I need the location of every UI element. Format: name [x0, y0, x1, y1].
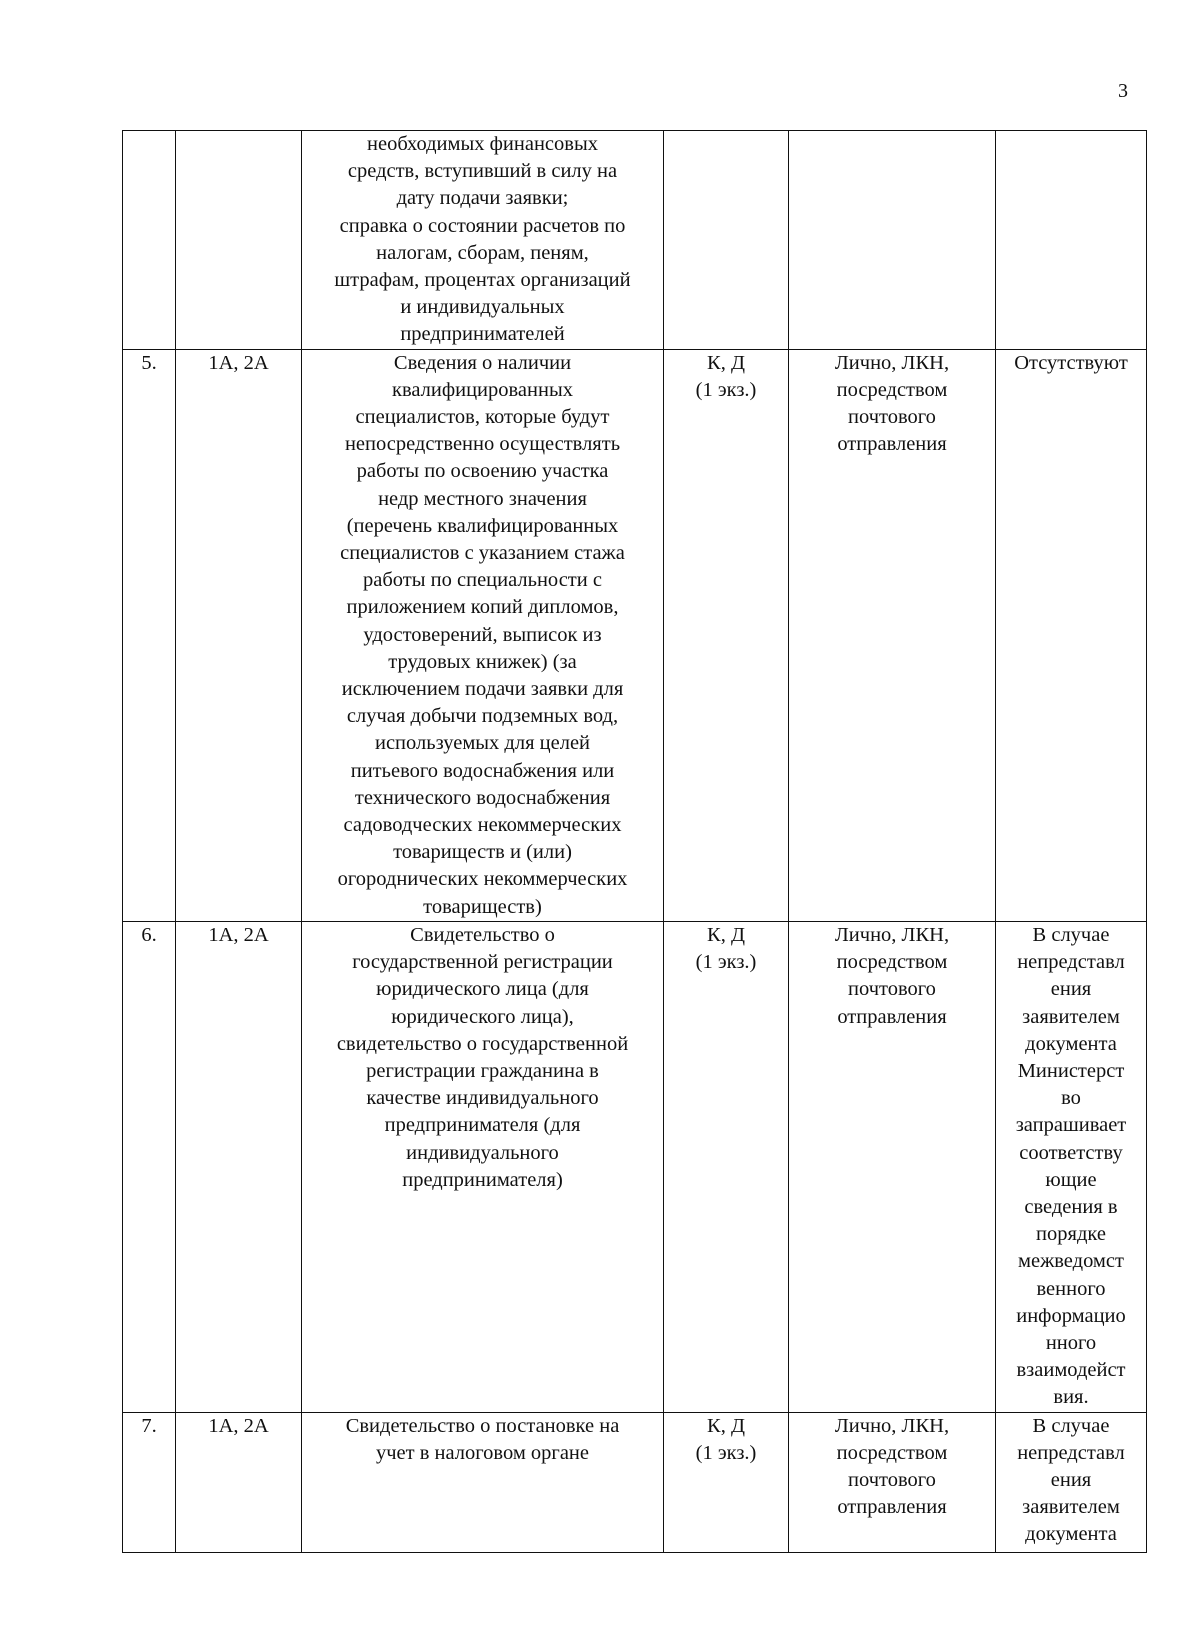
table-row [123, 1412, 1147, 1552]
description-cell: Сведения о наличии квалифицированных специалистов, которые будут непосредственно осуществлять работы по освоению участка недр местного значения (перечень квалифицированных специалистов с указанием стажа работы по специальности с приложением копий дипломов, удостоверений, выписок из трудовых книжек) (за исключением подачи заявки для случая добычи подземных вод, используемых для целей питьевого водоснабжения или технического водоснабжения садоводческих некоммерческих товариществ и (или) огороднических некоммерческих товариществ) [302, 349, 664, 921]
category-cell: 1А, 2А [176, 349, 302, 921]
format-cell: К, Д (1 экз.) [664, 921, 789, 1412]
note-cell: В случае непредставл ения заявителем документа Министерст во запрашивает соответству ющие сведения в порядке межведомст венного информацио нного взаимодейст вия. [996, 921, 1147, 1412]
note-cell: В случае непредставл ения заявителем документа [996, 1412, 1147, 1552]
table-row [123, 921, 1147, 1412]
table-row [123, 131, 1147, 350]
category-cell: 1А, 2А [176, 1412, 302, 1552]
page-number: 3 [1118, 80, 1128, 102]
row-number-cell: 5. [123, 349, 176, 921]
description-cell: Свидетельство о постановке на учет в налоговом органе [302, 1412, 664, 1552]
description-cell: необходимых финансовых средств, вступивший в силу на дату подачи заявки; справка о состоянии расчетов по налогам, сборам, пеням, штрафам, процентах организаций и индивидуальных предпринимателей [302, 131, 664, 350]
note-cell: Отсутствуют [996, 349, 1147, 921]
delivery-method-cell [789, 131, 996, 350]
documents-table [122, 130, 1147, 1553]
table-row [123, 349, 1147, 921]
row-number-cell: 7. [123, 1412, 176, 1552]
delivery-method-cell: Лично, ЛКН, посредством почтового отправления [789, 1412, 996, 1552]
format-cell: К, Д (1 экз.) [664, 349, 789, 921]
row-number-cell: 6. [123, 921, 176, 1412]
format-cell [664, 131, 789, 350]
category-cell [176, 131, 302, 350]
description-cell: Свидетельство о государственной регистрации юридического лица (для юридического лица), свидетельство о государственной регистрации гражданина в качестве индивидуального предпринимателя (для индивидуального предпринимателя) [302, 921, 664, 1412]
category-cell: 1А, 2А [176, 921, 302, 1412]
format-cell: К, Д (1 экз.) [664, 1412, 789, 1552]
note-cell [996, 131, 1147, 350]
delivery-method-cell: Лично, ЛКН, посредством почтового отправления [789, 349, 996, 921]
row-number-cell [123, 131, 176, 350]
delivery-method-cell: Лично, ЛКН, посредством почтового отправления [789, 921, 996, 1412]
